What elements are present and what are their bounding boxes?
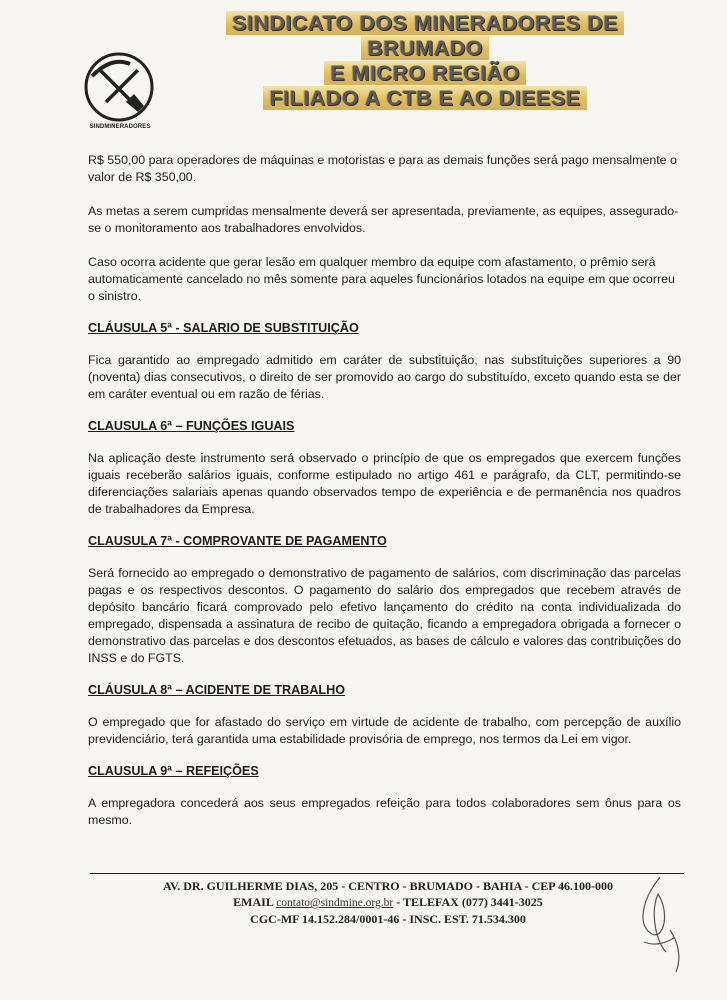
title-line-2: BRUMADO <box>361 36 489 60</box>
footer-phone: - TELEFAX (077) 3441-3025 <box>396 895 543 909</box>
clause-9-heading: CLAUSULA 9ª – REFEIÇÕES <box>88 764 259 778</box>
intro-paragraph-1: R$ 550,00 para operadores de máquinas e motoristas e para as demais funções será pago mensalmente o valor de R$ 350,00. <box>88 153 677 184</box>
intro-paragraph-3: Caso ocorra acidente que gerar lesão em qualquer membro da equipe com afastamento, o prêmio será automaticamente cancelado no mês somente para aqueles funcionários lotados na equipe em que ocorreu o sinistro. <box>88 255 675 303</box>
clause-9-text: A empregadora concederá aos seus empregados refeição para todos colaboradores sem ônus para os mesmo. <box>88 796 681 827</box>
handwritten-signature <box>630 872 690 982</box>
title-line-4: FILIADO A CTB E AO DIEESE <box>263 86 586 110</box>
title-line-3: E MICRO REGIÃO <box>324 61 526 85</box>
clause-7-heading: CLAUSULA 7ª - COMPROVANTE DE PAGAMENTO <box>88 534 387 548</box>
footer-email-label: EMAIL <box>233 895 274 909</box>
clause-6-text: Na aplicação deste instrumento será observado o princípio de que os empregados que exercem funções iguais receberão salários iguais, conforme estipulado no artigo 461 e parágrafo, da CLT, permitindo-se diferenciações salariais apenas quando observados tempo de experiência e de permanência nos quadros de trabalhadores da Empresa. <box>88 451 681 516</box>
document-body <box>88 152 681 829</box>
footer-contact <box>100 894 676 911</box>
clause-5-text: Fica garantido ao empregado admitido em caráter de substituição, nas substituições superiores a 90 (noventa) dias consecutivos, o direito de ser promovido ao cargo do substituído, exceto quando esta se der em caráter eventual ou em razão de férias. <box>88 353 681 401</box>
clause-6-heading: CLAUSULA 6ª – FUNÇÕES IGUAIS <box>88 419 295 433</box>
intro-paragraph-2: As metas a serem cumpridas mensalmente deverá ser apresentada, previamente, as equipes, assegurado- se o monitoramento aos trabalhadores envolvidos. <box>88 204 679 235</box>
clause-5-heading: CLÁUSULA 5ª - SALARIO DE SUBSTITUIÇÃO <box>88 321 359 335</box>
title-line-1: SINDICATO DOS MINERADORES DE <box>226 11 624 35</box>
pickaxe-shovel-icon <box>82 50 156 124</box>
clause-7-text: Será fornecido ao empregado o demonstrativo de pagamento de salários, com discriminação das parcelas pagas e os respectivos descontos. O pagamento do salário dos empregados que recebem através de depósito bancário ficará comprovado pelo efetivo lançamento do crédito na conta individualizada do empregado, dispensada a assinatura de recibo de quitação, ficando a empregadora obrigada a fornecer o demonstrativo das parcelas e dos descontos efetuados, as bases de cálculo e valores das contribuições do INSS e do FGTS. <box>88 566 681 665</box>
clause-8-text: O empregado que for afastado do serviço em virtude de acidente de trabalho, com percepção de auxílio previdenciário, terá garantida uma estabilidade provisória de emprego, nos termos da Lei em vigor. <box>88 715 681 746</box>
footer-address: AV. DR. GUILHERME DIAS, 205 - CENTRO - BRUMADO - BAHIA - CEP 46.100-000 <box>163 879 613 893</box>
union-logo <box>82 50 158 136</box>
footer-divider <box>90 873 684 874</box>
logo-text: SINDMINERADORES <box>89 124 151 130</box>
footer <box>100 878 676 927</box>
footer-email-link[interactable]: contato@sindmine.org.br <box>276 897 394 909</box>
union-title <box>210 11 640 111</box>
clause-8-heading: CLÁUSULA 8ª – ACIDENTE DE TRABALHO <box>88 683 346 697</box>
footer-registry: CGC-MF 14.152.284/0001-46 - INSC. EST. 71.534.300 <box>250 912 526 926</box>
